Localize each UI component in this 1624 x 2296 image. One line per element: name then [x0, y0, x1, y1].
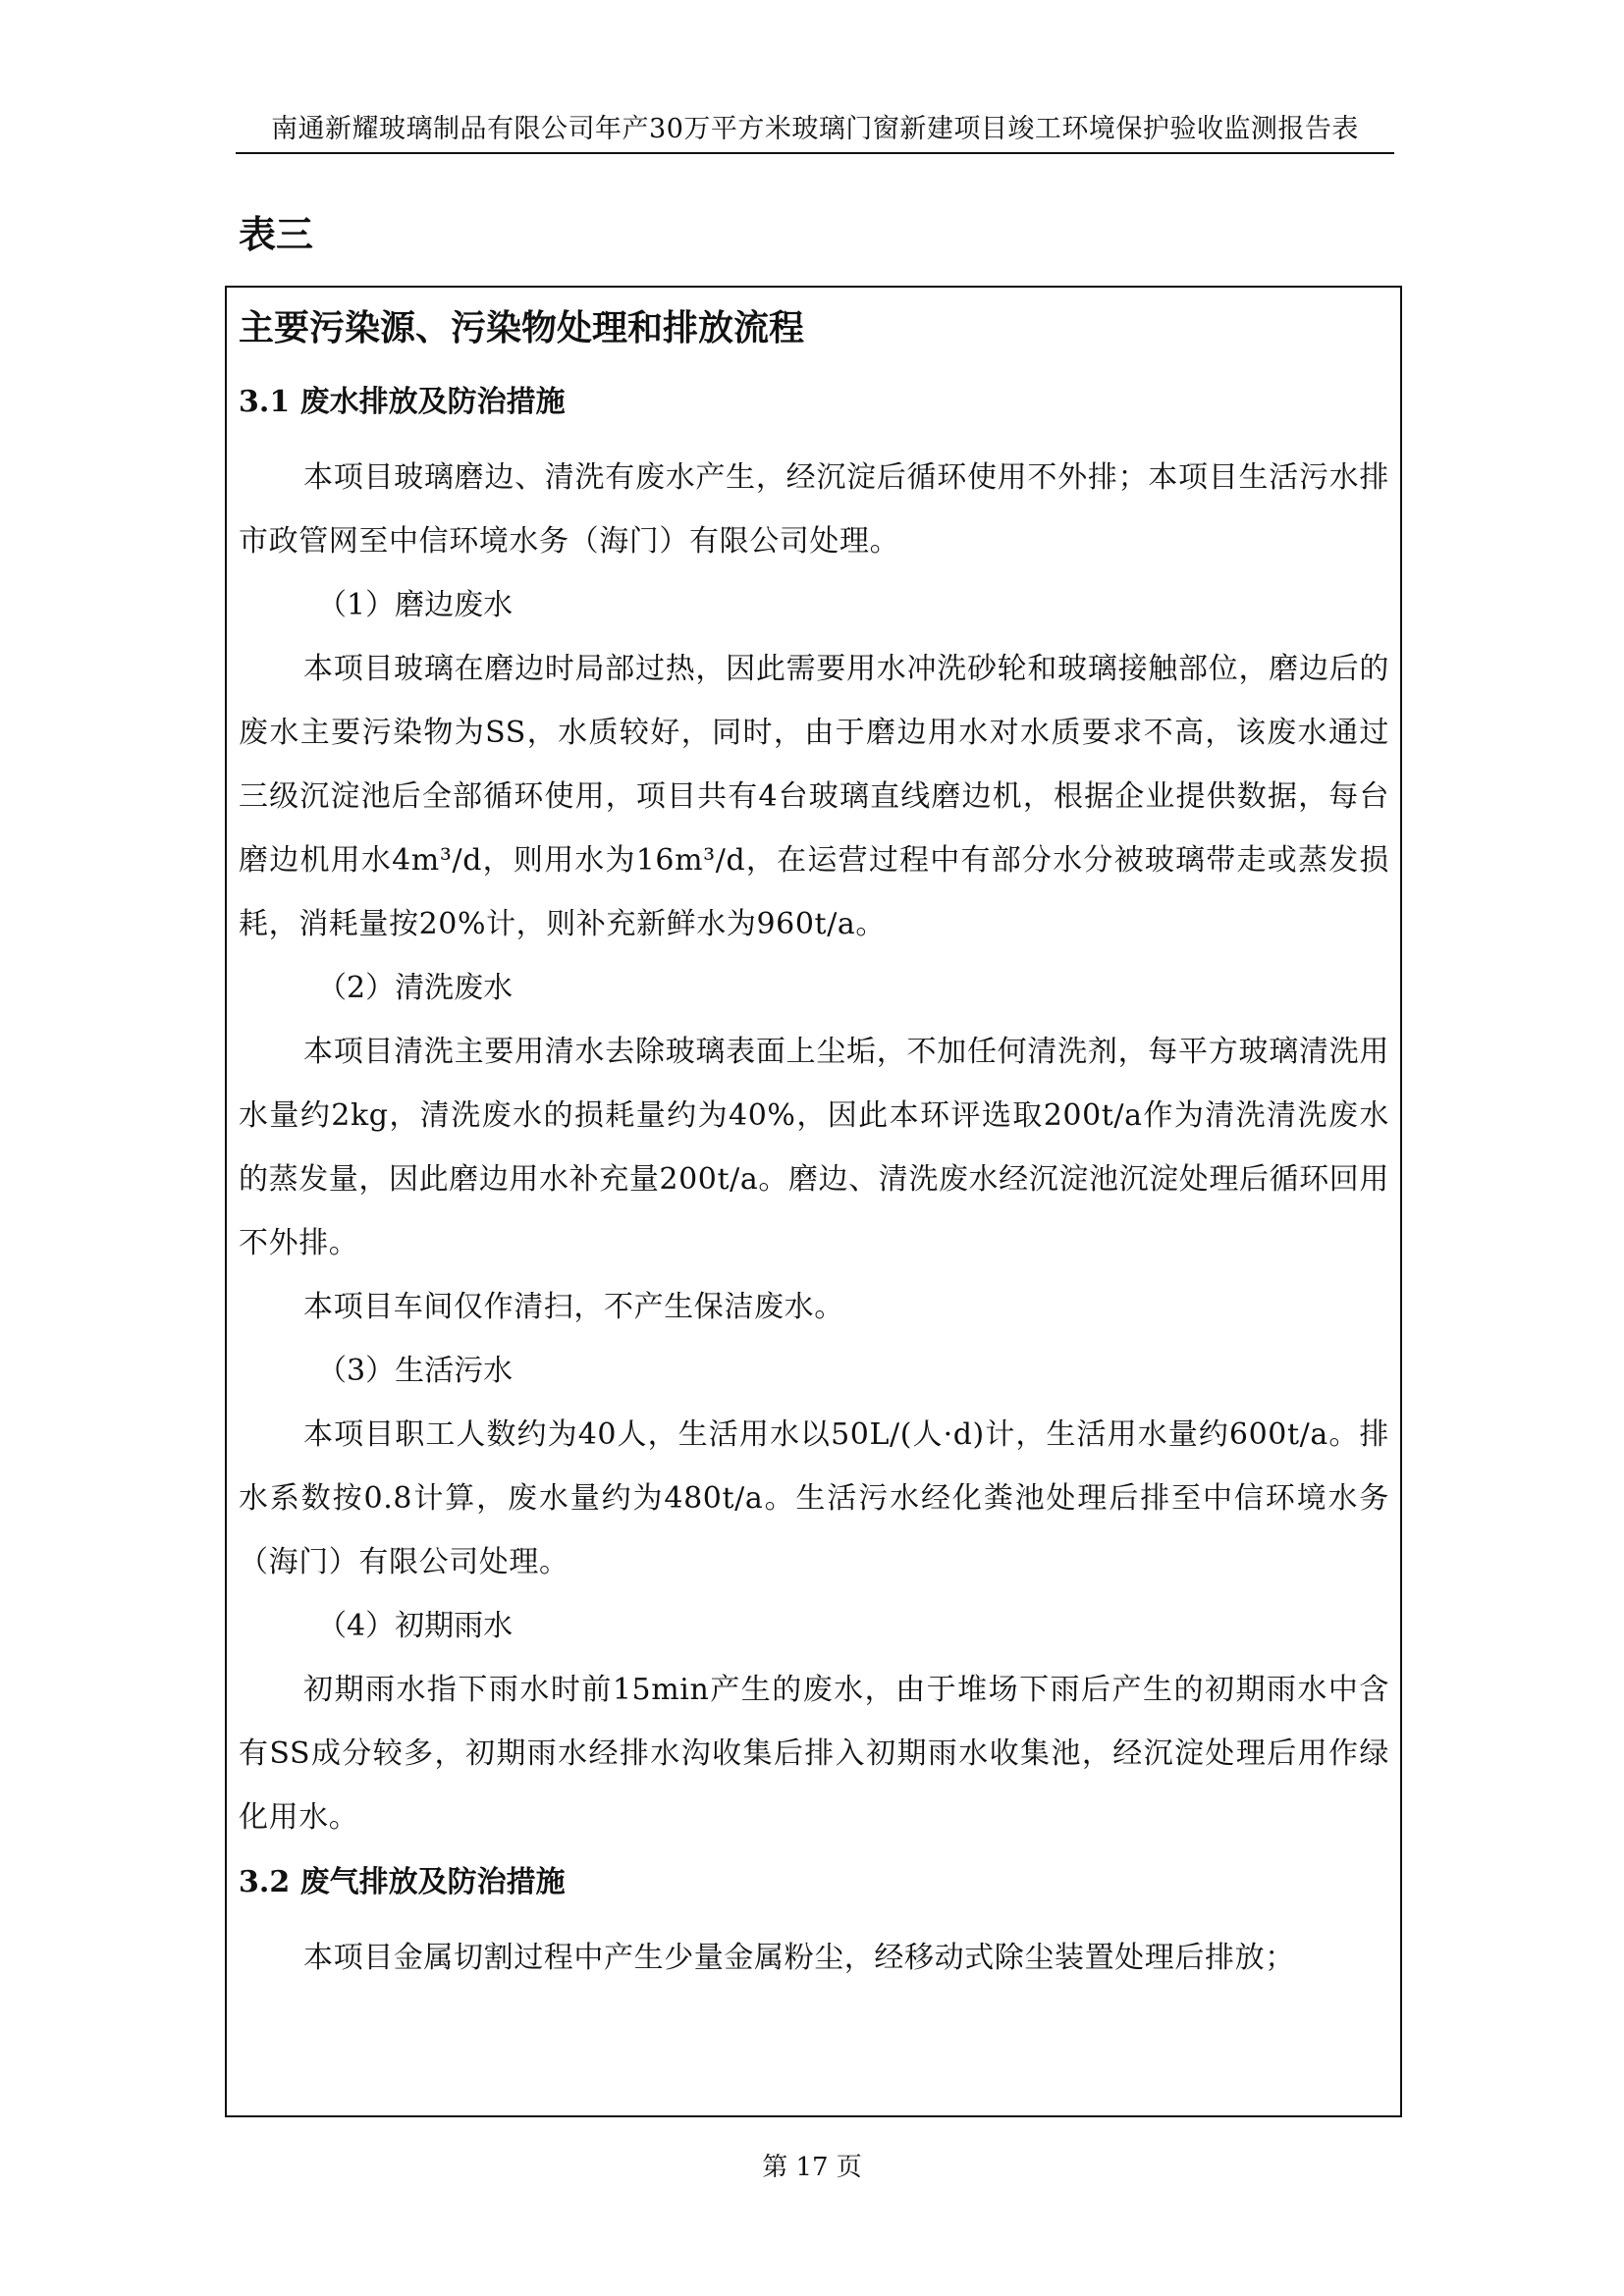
- document-header: 南通新耀玻璃制品有限公司年产30万平方米玻璃门窗新建项目竣工环境保护验收监测报告表: [271, 114, 1359, 144]
- item-heading-initial-rainwater: （4）初期雨水: [317, 1609, 514, 1643]
- subsection-title-wastewater: 3.1 废水排放及防治措施: [239, 385, 566, 419]
- item-heading-cleaning-wastewater: （2）清洗废水: [317, 971, 514, 1005]
- domestic-sewage-text: 本项目职工人数约为40人，生活用水以50L/(人·d)计，生活用水量约600t/a。排水系数按0.8计算，废水量约为480t/a。生活污水经化粪池处理后排至中信环境水务（海门）有限公司处理。: [239, 1417, 1389, 1579]
- cleaning-wastewater-text: 本项目清洗主要用清水去除玻璃表面上尘垢，不加任何清洗剂，每平方玻璃清洗用水量约2kg，清洗废水的损耗量约为40%，因此本环评选取200t/a作为清洗清洗废水的蒸发量，因此磨边用水补充量200t/a。磨边、清洗废水经沉淀池沉淀处理后循环回用不外排。: [239, 1035, 1389, 1260]
- exhaust-gas-text: 本项目金属切割过程中产生少量金属粉尘，经移动式除尘装置处理后排放；: [303, 1941, 1295, 1975]
- section-title: 主要污染源、污染物处理和排放流程: [239, 308, 805, 348]
- wastewater-intro: 本项目玻璃磨边、清洗有废水产生，经沉淀后循环使用不外排；本项目生活污水排市政管网至中信环境水务（海门）有限公司处理。: [239, 460, 1389, 559]
- initial-rainwater-text: 初期雨水指下雨水时前15min产生的废水，由于堆场下雨后产生的初期雨水中含有SS成分较多，初期雨水经排水沟收集后排入初期雨水收集池，经沉淀处理后用作绿化用水。: [239, 1673, 1389, 1835]
- page-number: 第 17 页: [762, 2153, 862, 2182]
- table-title: 表三: [239, 213, 314, 256]
- item-heading-edging-wastewater: （1）磨边废水: [317, 588, 514, 622]
- header-divider: [236, 152, 1394, 154]
- item-heading-domestic-sewage: （3）生活污水: [317, 1354, 514, 1388]
- cleaning-note-text: 本项目车间仅作清扫，不产生保洁废水。: [303, 1290, 844, 1324]
- content-body: [239, 294, 1389, 1990]
- subsection-title-exhaust-gas: 3.2 废气排放及防治措施: [239, 1865, 566, 1899]
- edging-wastewater-text: 本项目玻璃在磨边时局部过热，因此需要用水冲洗砂轮和玻璃接触部位，磨边后的废水主要污染物为SS，水质较好，同时，由于磨边用水对水质要求不高，该废水通过三级沉淀池后全部循环使用，项目共有4台玻璃直线磨边机，根据企业提供数据，每台磨边机用水4m³/d，则用水为16m³/d，在运营过程中有部分水分被玻璃带走或蒸发损耗，消耗量按20%计，则补充新鲜水为960t/a。: [239, 652, 1389, 941]
